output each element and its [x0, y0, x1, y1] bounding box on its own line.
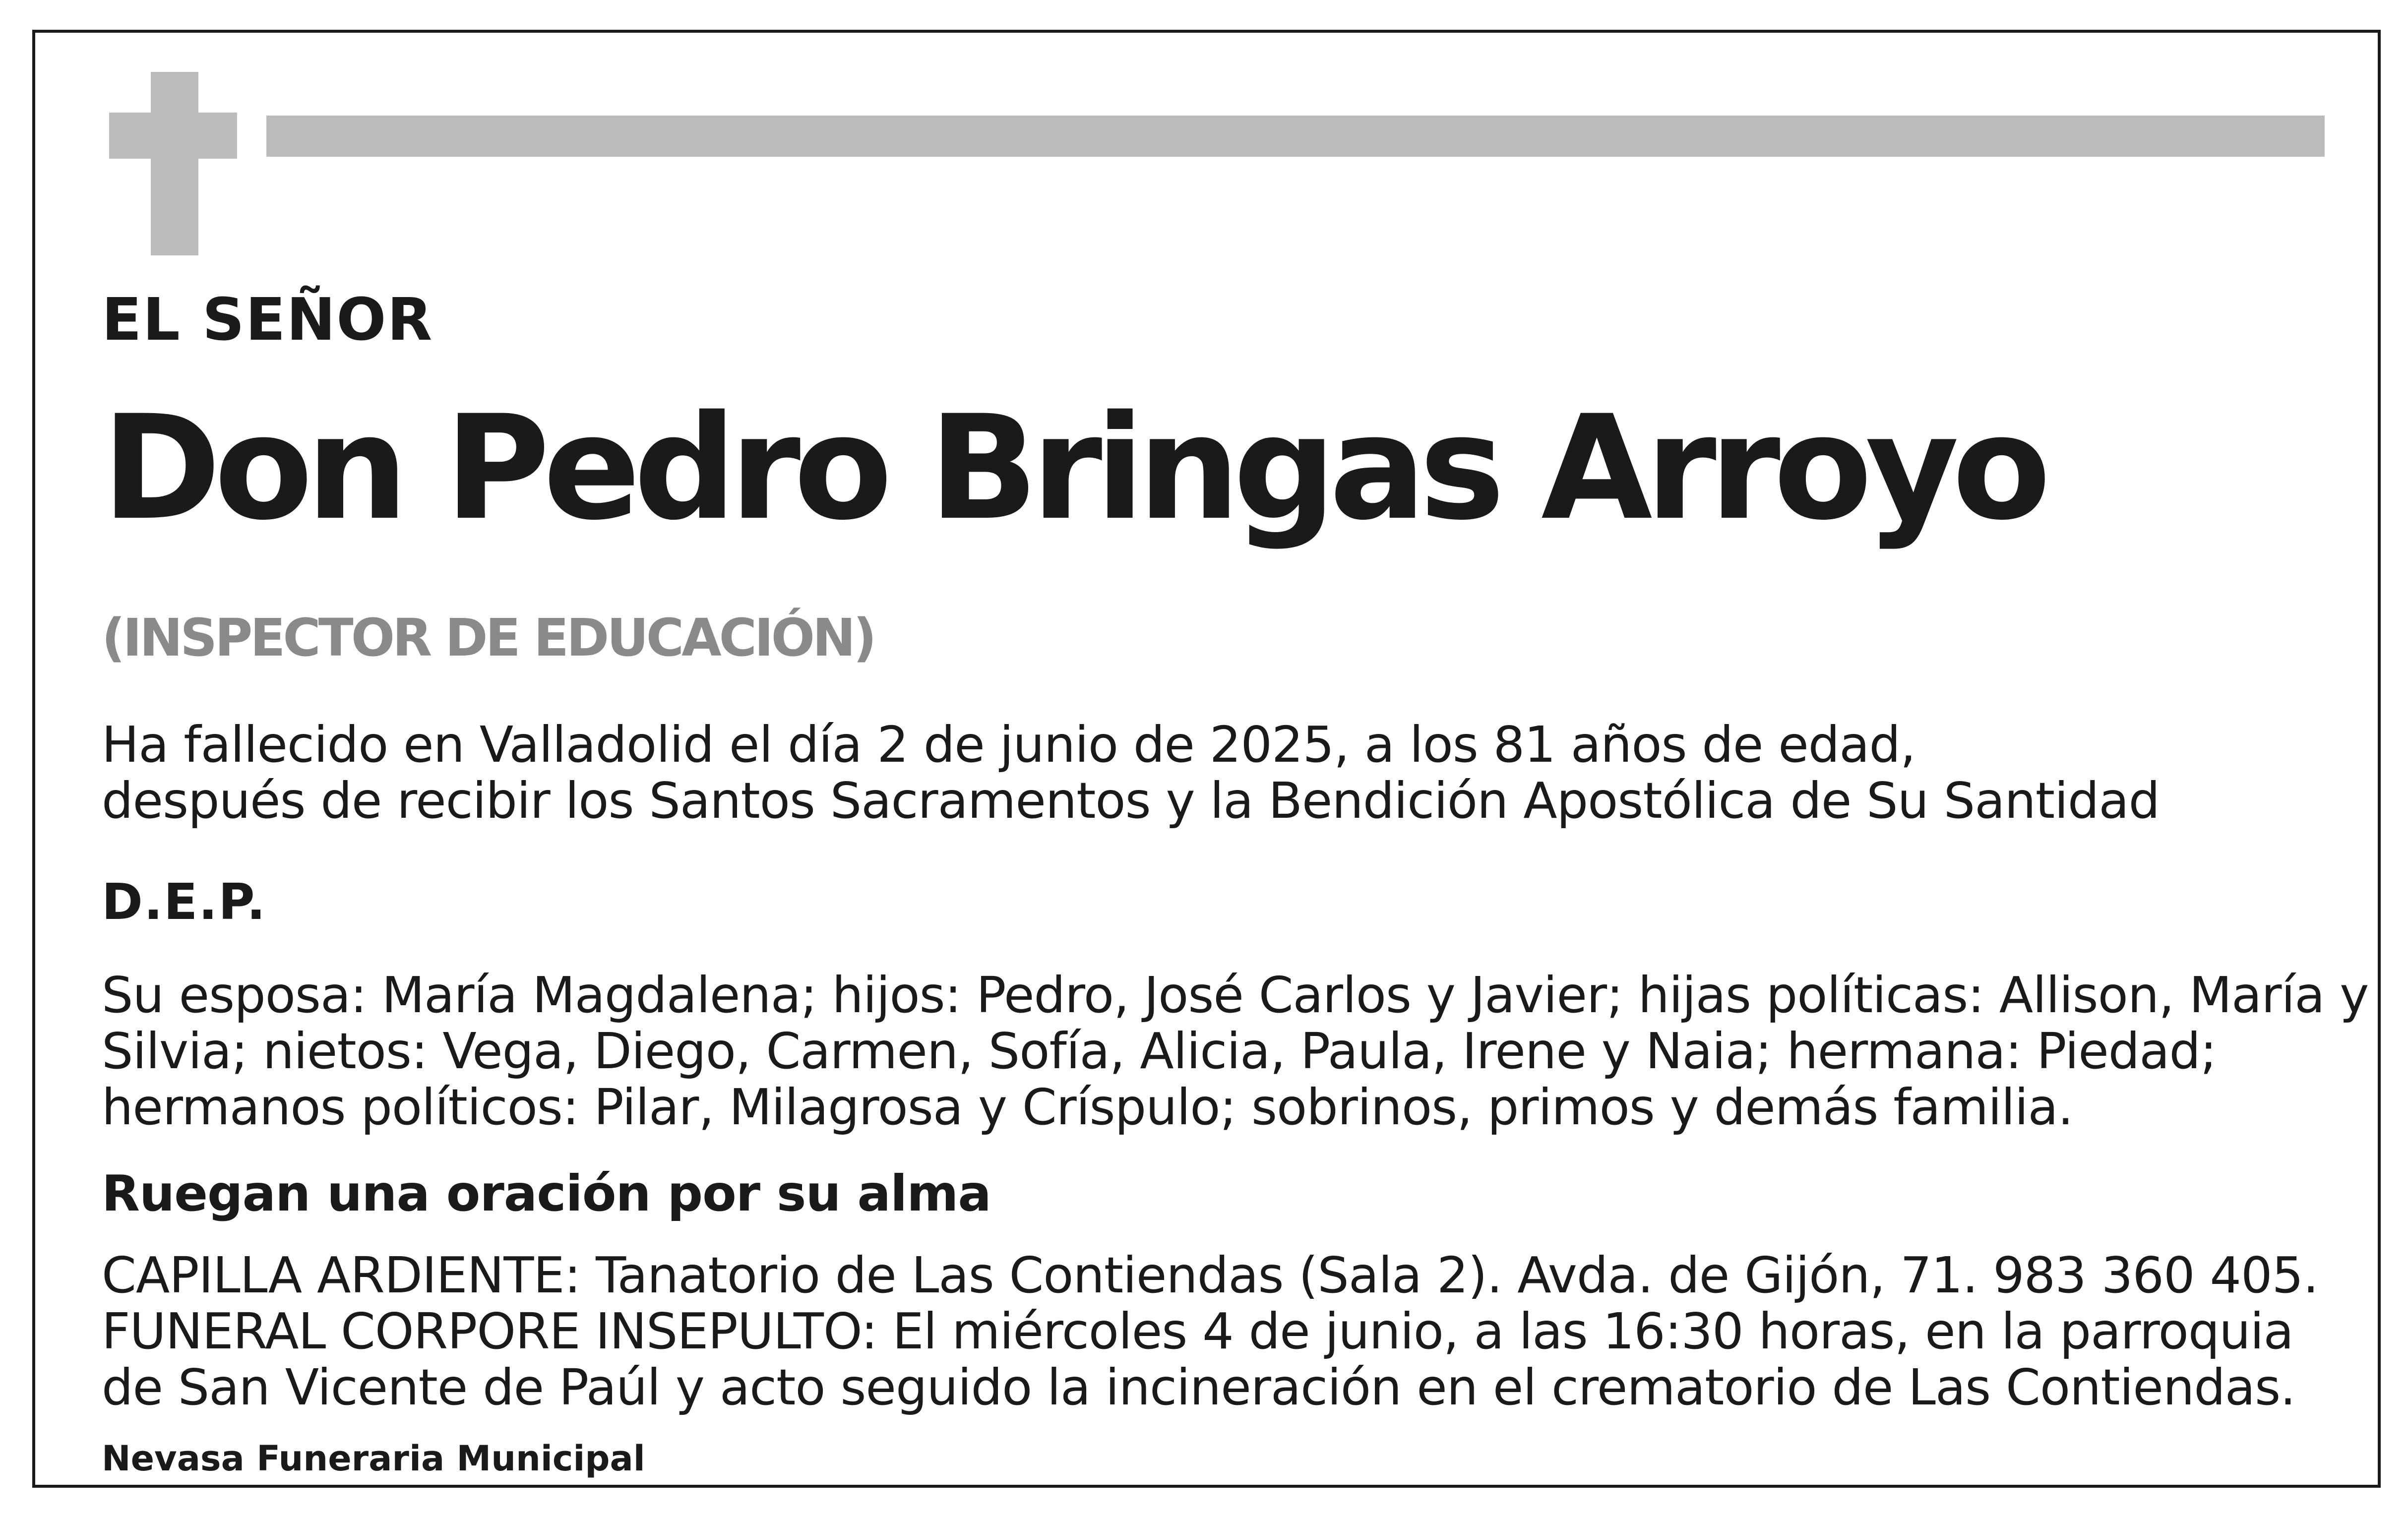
rip-abbreviation: D.E.P.	[102, 873, 267, 931]
title-prefix: EL SEÑOR	[102, 285, 433, 354]
service-details	[102, 1247, 2318, 1415]
family-line: hermanos políticos: Pilar, Milagrosa y Críspulo; sobrinos, primos y demás familia.	[102, 1078, 2073, 1136]
death-announcement	[102, 717, 2160, 829]
family-line: Silvia; nietos: Vega, Diego, Carmen, Sofía, Alicia, Paula, Irene y Naia; hermana: Piedad;	[102, 1022, 2217, 1080]
funeral-home-signature: Nevasa Funeraria Municipal	[102, 1438, 645, 1479]
profession: (INSPECTOR DE EDUCACIÓN)	[102, 607, 874, 668]
prayer-request: Ruegan una oración por su alma	[102, 1164, 991, 1222]
header-divider-bar	[266, 116, 2325, 157]
deceased-name: Don Pedro Bringas Arroyo	[102, 385, 2044, 552]
cross-horizontal-bar	[109, 113, 237, 159]
announcement-line: Ha fallecido en Valladolid el día 2 de junio de 2025, a los 81 años de edad,	[102, 716, 1915, 774]
cross-vertical-bar	[151, 72, 198, 255]
service-line: FUNERAL CORPORE INSEPULTO: El miércoles 4 de junio, a las 16:30 horas, en la parroquia	[102, 1302, 2293, 1360]
service-line: CAPILLA ARDIENTE: Tanatorio de Las Contiendas (Sala 2). Avda. de Gijón, 71. 983 360 405.	[102, 1246, 2319, 1304]
service-line: de San Vicente de Paúl y acto seguido la incineración en el crematorio de Las Contiendas.	[102, 1358, 2295, 1416]
family-list	[102, 967, 2368, 1135]
announcement-line: después de recibir los Santos Sacramentos y la Bendición Apostólica de Su Santidad	[102, 772, 2160, 830]
family-line: Su esposa: María Magdalena; hijos: Pedro, José Carlos y Javier; hijas políticas: Allison, María y	[102, 966, 2369, 1024]
